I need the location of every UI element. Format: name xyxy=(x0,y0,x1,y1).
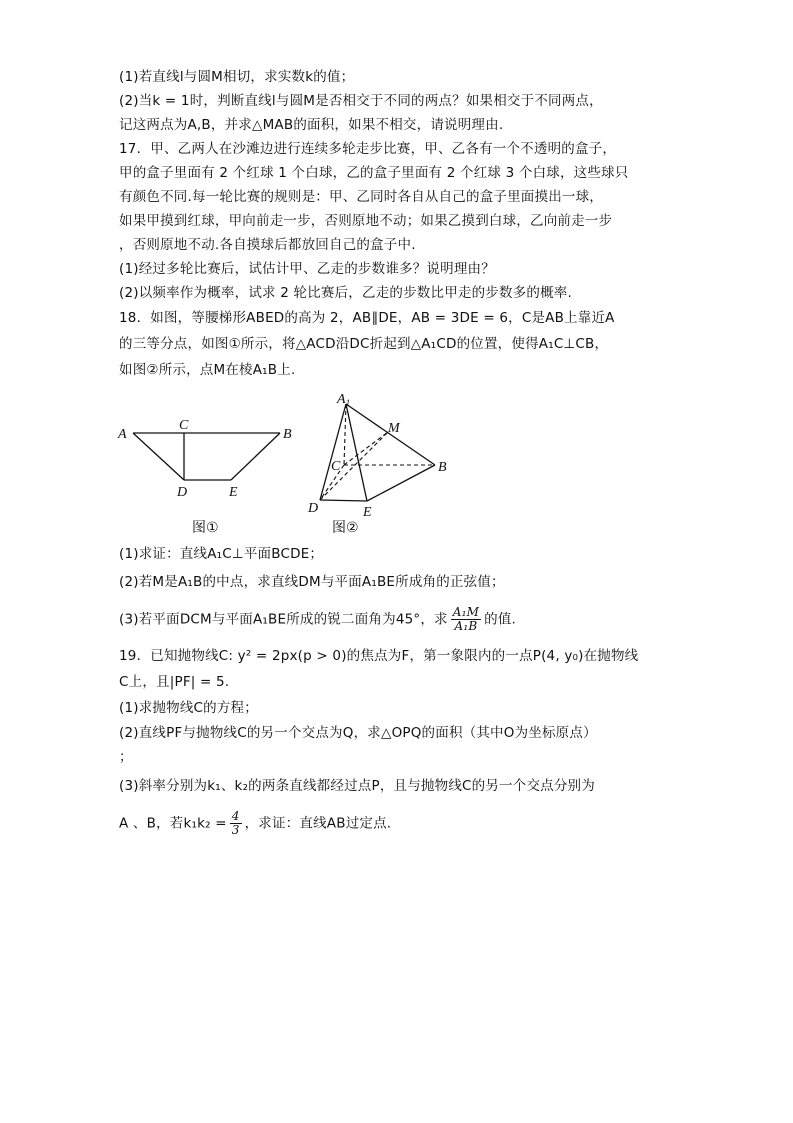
edge-A1D xyxy=(320,404,346,500)
problem-19-title: 19．已知抛物线C: y² = 2px(p > 0)的焦点为F，第一象限内的一点P(4, y₀)在抛物线 xyxy=(119,648,639,664)
edge-A1C xyxy=(344,404,346,465)
text-line: ，否则原地不动.各自摸球后都放回自己的盒子中. xyxy=(119,237,416,253)
label-D: D xyxy=(177,485,188,498)
figure-trapezoid xyxy=(115,408,300,498)
text-line: 如图②所示，点M在棱A₁B上. xyxy=(119,362,296,378)
text-segment: (3)若平面DCM与平面A₁BE所成的锐二面角为45°，求 xyxy=(119,611,448,628)
label-B: B xyxy=(438,460,447,475)
label-M: M xyxy=(388,421,400,436)
text-line: (1)求抛物线C的方程； xyxy=(119,700,258,716)
label-C: C xyxy=(179,418,189,433)
label-E: E xyxy=(229,485,238,498)
text-line-with-fraction xyxy=(119,810,391,837)
k-fraction xyxy=(230,810,242,837)
text-line: 甲的盒子里面有 2 个红球 1 个白球，乙的盒子里面有 2 个红球 3 个白球，这些球只 xyxy=(119,165,629,181)
fraction-denominator: A₁B xyxy=(454,619,478,633)
text-line: 如果甲摸到红球，甲向前走一步，否则原地不动；如果乙摸到白球，乙向前走一步 xyxy=(119,213,613,229)
text-line: (1)经过多轮比赛后，试估计甲、乙走的步数谁多？说明理由？ xyxy=(119,261,495,277)
text-line: (2)当k = 1时，判断直线l与圆M是否相交于不同的两点？如果相交于不同两点， xyxy=(119,93,603,109)
label-D: D xyxy=(308,501,319,516)
problem-17-title: 17．甲、乙两人在沙滩边进行连续多轮走步比赛，甲、乙各有一个不透明的盒子， xyxy=(119,141,617,157)
text-line: (3)斜率分别为k₁、k₂的两条直线都经过点P，且与抛物线C的另一个交点分别为 xyxy=(119,778,595,794)
problem-18-title: 18．如图，等腰梯形ABED的高为 2，AB∥DE，AB = 3DE = 6，C是AB上靠近A xyxy=(119,310,615,326)
label-A1: $A_1$ xyxy=(337,392,351,408)
edge-EB xyxy=(367,465,435,501)
figure-1-caption: 图① xyxy=(192,520,219,536)
text-line: ； xyxy=(119,749,133,765)
text-segment: ，求证：直线AB过定点. xyxy=(244,815,392,832)
text-line: 的三等分点，如图①所示，将△ACD沿DC折起到△A₁CD的位置，使得A₁C⊥CB， xyxy=(119,336,609,352)
text-segment: 的值. xyxy=(484,611,517,628)
text-line: 有颜色不同.每一轮比赛的规则是：甲、乙同时各自从自己的盒子里面摸出一球， xyxy=(119,189,603,205)
figure-pyramid xyxy=(300,388,460,518)
label-B: B xyxy=(283,427,292,442)
text-line: C上，且|PF| = 5. xyxy=(119,674,230,690)
ratio-fraction xyxy=(451,606,481,633)
text-line: 记这两点为A,B，并求△MAB的面积，如果不相交，请说明理由. xyxy=(119,117,504,133)
figure-2-caption: 图② xyxy=(332,520,359,536)
text-line-with-fraction xyxy=(119,606,516,633)
text-segment: A 、B，若k₁k₂ = xyxy=(119,815,227,832)
fraction-numerator: 4 xyxy=(231,809,240,823)
text-line: (2)以频率作为概率，试求 2 轮比赛后，乙走的步数比甲走的步数多的概率. xyxy=(119,285,572,301)
text-line: (2)若M是A₁B的中点，求直线DM与平面A₁BE所成角的正弦值； xyxy=(119,574,505,590)
label-E: E xyxy=(363,505,372,518)
edge-A1E xyxy=(346,404,367,501)
edge-EB xyxy=(231,433,280,480)
edge-DE xyxy=(320,500,367,501)
text-line: (1)求证：直线A₁C⊥平面BCDE； xyxy=(119,546,324,562)
edge-AD xyxy=(133,433,184,480)
edge-CM xyxy=(344,432,388,465)
label-C: C xyxy=(331,459,341,474)
fraction-numerator: A₁M xyxy=(452,605,480,619)
label-A: A xyxy=(118,427,127,442)
text-line: (1)若直线l与圆M相切，求实数k的值； xyxy=(119,69,355,85)
fraction-denominator: 3 xyxy=(231,823,240,837)
text-line: (2)直线PF与抛物线C的另一个交点为Q，求△OPQ的面积（其中O为坐标原点） xyxy=(119,725,597,741)
